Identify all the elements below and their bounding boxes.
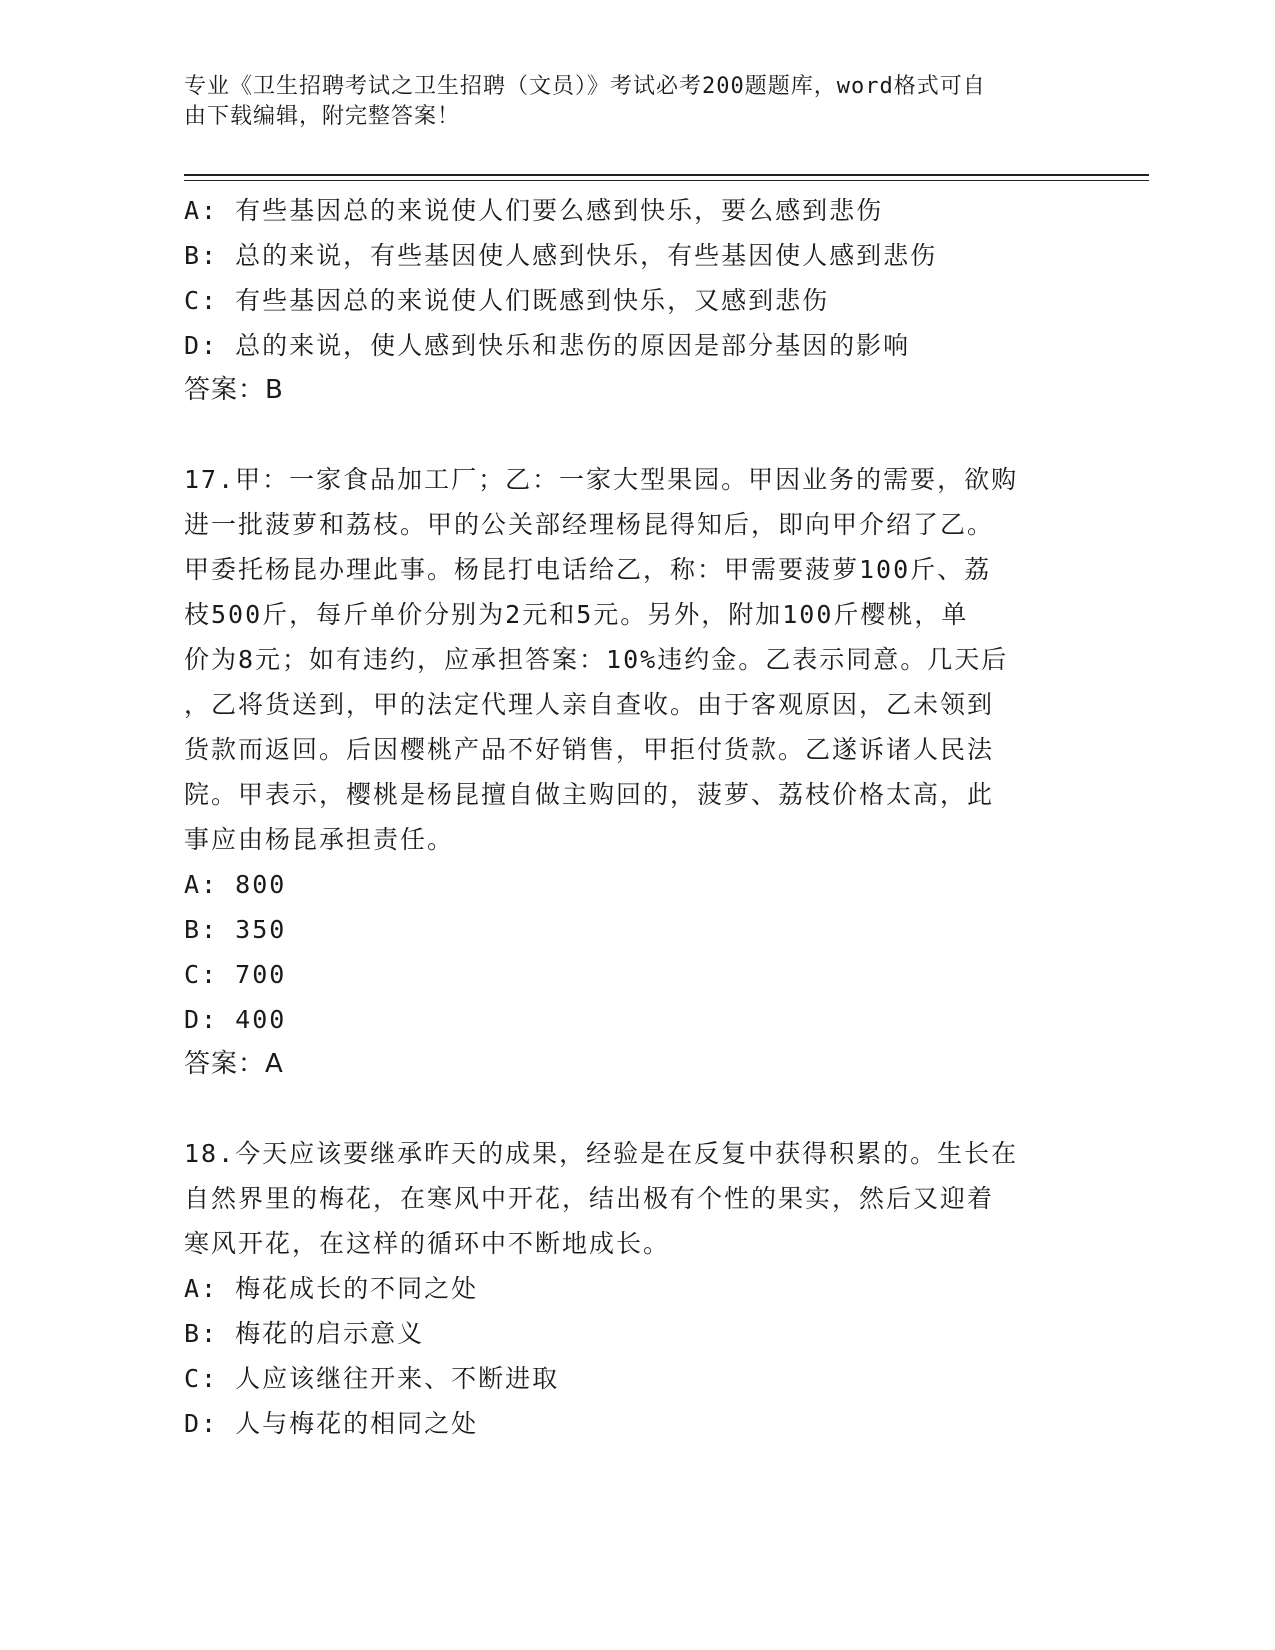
q17-stem-line: 价为8元；如有违约，应承担答案：10%违约金。乙表示同意。几天后 — [184, 645, 1009, 674]
q18-option-b: B: 梅花的启示意义 — [184, 1319, 425, 1348]
q18-stem — [184, 1131, 1074, 1266]
spacer — [184, 413, 1084, 457]
q16-option-a: A: 有些基因总的来说使人们要么感到快乐，要么感到悲伤 — [184, 196, 884, 225]
q17-stem-line: 进一批菠萝和荔枝。甲的公关部经理杨昆得知后，即向甲介绍了乙。 — [184, 510, 995, 539]
header-rule-thick — [184, 174, 1149, 176]
q16-answer: 答案：B — [184, 375, 284, 405]
q17-stem-line: 甲委托杨昆办理此事。杨昆打电话给乙，称：甲需要菠萝100斤、荔 — [184, 555, 992, 584]
question-17 — [184, 457, 1084, 1087]
header-rule-thin — [184, 180, 1149, 181]
q17-stem-line: 院。甲表示，樱桃是杨昆擅自做主购回的，菠萝、荔枝价格太高，此 — [184, 780, 995, 809]
q18-option-c: C: 人应该继往开来、不断进取 — [184, 1364, 560, 1393]
header-line-2: 由下载编辑，附完整答案！ — [184, 104, 461, 129]
q17-answer: 答案：A — [184, 1049, 284, 1079]
question-content — [184, 188, 1084, 1446]
q17-option-c: C: 700 — [184, 960, 287, 989]
q18-stem-line: 自然界里的梅花，在寒风中开花，结出极有个性的果实，然后又迎着 — [184, 1184, 995, 1213]
q16-option-b: B: 总的来说，有些基因使人感到快乐，有些基因使人感到悲伤 — [184, 241, 938, 270]
q17-stem-line: 枝500斤，每斤单价分别为2元和5元。另外，附加100斤樱桃，单 — [184, 600, 969, 629]
q17-option-a: A: 800 — [184, 870, 287, 899]
q16-option-d: D: 总的来说，使人感到快乐和悲伤的原因是部分基因的影响 — [184, 331, 911, 360]
q17-stem — [184, 457, 1074, 862]
q17-stem-line: 17.甲：一家食品加工厂；乙：一家大型果园。甲因业务的需要，欲购 — [184, 465, 1019, 494]
q17-option-b: B: 350 — [184, 915, 287, 944]
q17-stem-line: 事应由杨昆承担责任。 — [184, 825, 455, 854]
q17-stem-line: 货款而返回。后因樱桃产品不好销售，甲拒付货款。乙遂诉诸人民法 — [184, 735, 995, 764]
q17-option-d: D: 400 — [184, 1005, 287, 1034]
q17-stem-line: ，乙将货送到，甲的法定代理人亲自查收。由于客观原因，乙未领到 — [184, 690, 995, 719]
question-18 — [184, 1131, 1084, 1446]
header-line-1: 专业《卫生招聘考试之卫生招聘（文员）》考试必考200题题库，word格式可自 — [184, 74, 986, 99]
document-header — [184, 72, 1064, 132]
q18-stem-line: 寒风开花，在这样的循环中不断地成长。 — [184, 1229, 671, 1258]
spacer — [184, 1087, 1084, 1131]
q16-option-c: C: 有些基因总的来说使人们既感到快乐，又感到悲伤 — [184, 286, 830, 315]
q18-option-d: D: 人与梅花的相同之处 — [184, 1409, 479, 1438]
question-16 — [184, 188, 1084, 413]
q18-stem-line: 18.今天应该要继承昨天的成果，经验是在反复中获得积累的。生长在 — [184, 1139, 1019, 1168]
q18-option-a: A: 梅花成长的不同之处 — [184, 1274, 479, 1303]
